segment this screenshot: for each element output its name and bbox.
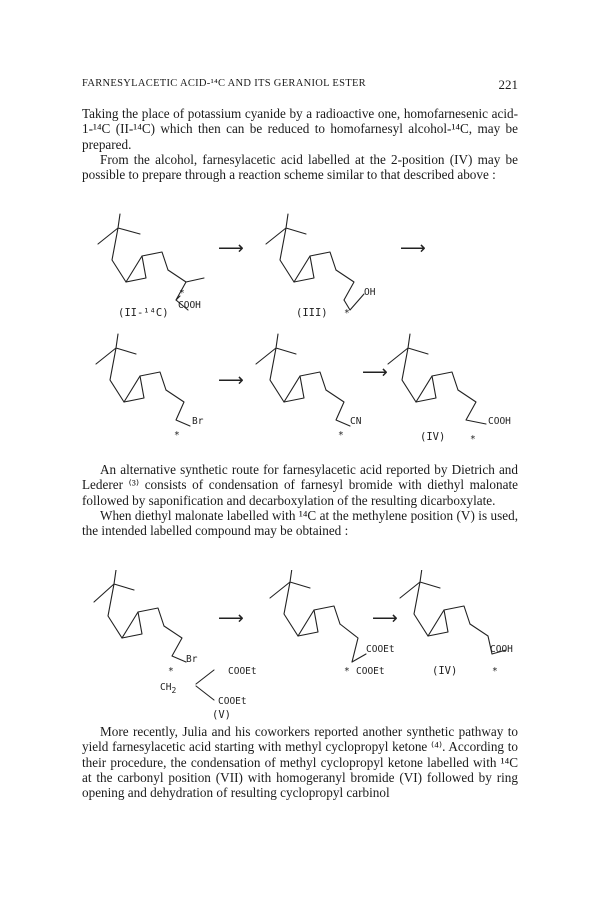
page-number: 221 [498,77,518,92]
molecule-farnesyl-bromide [94,570,186,662]
compound-label-iv: (IV) [420,431,446,443]
molecule-diester [270,570,366,662]
hydroxyl-group: OH [364,287,376,298]
star-marker: * [344,666,350,677]
reaction-arrow: ⟶ [362,362,388,383]
reaction-arrow: ⟶ [218,370,244,391]
reaction-arrow: ⟶ [400,238,426,259]
compound-label-iii: (III) [296,307,328,319]
molecule-iv [388,334,486,424]
paragraph-3: An alternative synthetic route for farnesylacetic acid reported by Dietrich and Lederer ⁽³⁾ consists of condensation of farnesyl bromide with diethyl malonate followed by saponification and decarboxylation of the resulting dicarboxylate. [82,462,518,508]
star-marker: * [179,288,185,299]
star-marker: * [470,434,476,445]
star-marker: * [168,666,174,677]
molecule-ii-14c [98,214,204,310]
compound-label-iv: (IV) [432,665,458,677]
reaction-scheme-2 [0,570,600,720]
bromide-group: Br [192,416,204,427]
star-marker: * [174,430,180,441]
reaction-arrow: ⟶ [218,608,244,629]
carboxyl-group: COOH [488,416,511,427]
carboxyl-group: COOH [178,300,201,311]
molecule-iv-product [400,570,506,654]
text-block-2 [82,462,518,538]
methylene-subscript: 2 [171,686,177,695]
page-header [82,78,518,94]
running-title: FARNESYLACETIC ACID-¹⁴C AND ITS GERANIOL ESTER [82,78,366,89]
carboxyl-group: COOH [490,644,513,655]
reaction-arrow: ⟶ [218,238,244,259]
reaction-arrow: ⟶ [372,608,398,629]
methylene-group [160,682,176,695]
star-marker: * [338,430,344,441]
star-marker: * [492,666,498,677]
paragraph-1: Taking the place of potassium cyanide by a radioactive one, homofarnesenic acid-1-¹⁴C (II-¹⁴C) which then can be reduced to homofarnesyl alcohol-¹⁴C, may be prepared. [82,106,518,152]
star-marker: * [344,308,350,319]
molecule-nitrile [256,334,350,426]
paragraph-4: When diethyl malonate labelled with ¹⁴C at the methylene position (V) is used, the intended labelled compound may be obtained : [82,507,518,539]
ester-group-top: COOEt [366,644,395,655]
compound-label-v: (V) [212,709,231,720]
compound-label-ii-14c: (II-¹⁴C) [118,307,169,319]
ester-group-bottom: COOEt [218,696,247,707]
ester-group-bottom: COOEt [356,666,385,677]
methylene-ch: CH [160,682,172,693]
text-block-1 [82,106,518,182]
molecule-iii [266,214,364,310]
nitrile-group: CN [350,416,362,427]
malonate-bonds [196,670,214,700]
paragraph-2: From the alcohol, farnesylacetic acid labelled at the 2-position (IV) may be possible to prepare through a reaction scheme similar to that described above : [82,151,518,183]
bromide-group: Br [186,654,198,665]
text-block-3 [82,724,518,800]
molecule-bromide [96,334,190,426]
ester-group-top: COOEt [228,666,257,677]
paragraph-5: More recently, Julia and his coworkers reported another synthetic pathway to yield farnesylacetic acid starting with methyl cyclopropyl ketone ⁽⁴⁾. According to their procedure, the condensation of methyl cyclopropyl ketone labelled with ¹⁴C at the carbonyl position (VII) with homogeranyl bromide (VI) followed by ring opening and dehydration of resulting cyclopropyl carbinol [82,724,518,801]
reaction-scheme-1 [0,212,600,480]
